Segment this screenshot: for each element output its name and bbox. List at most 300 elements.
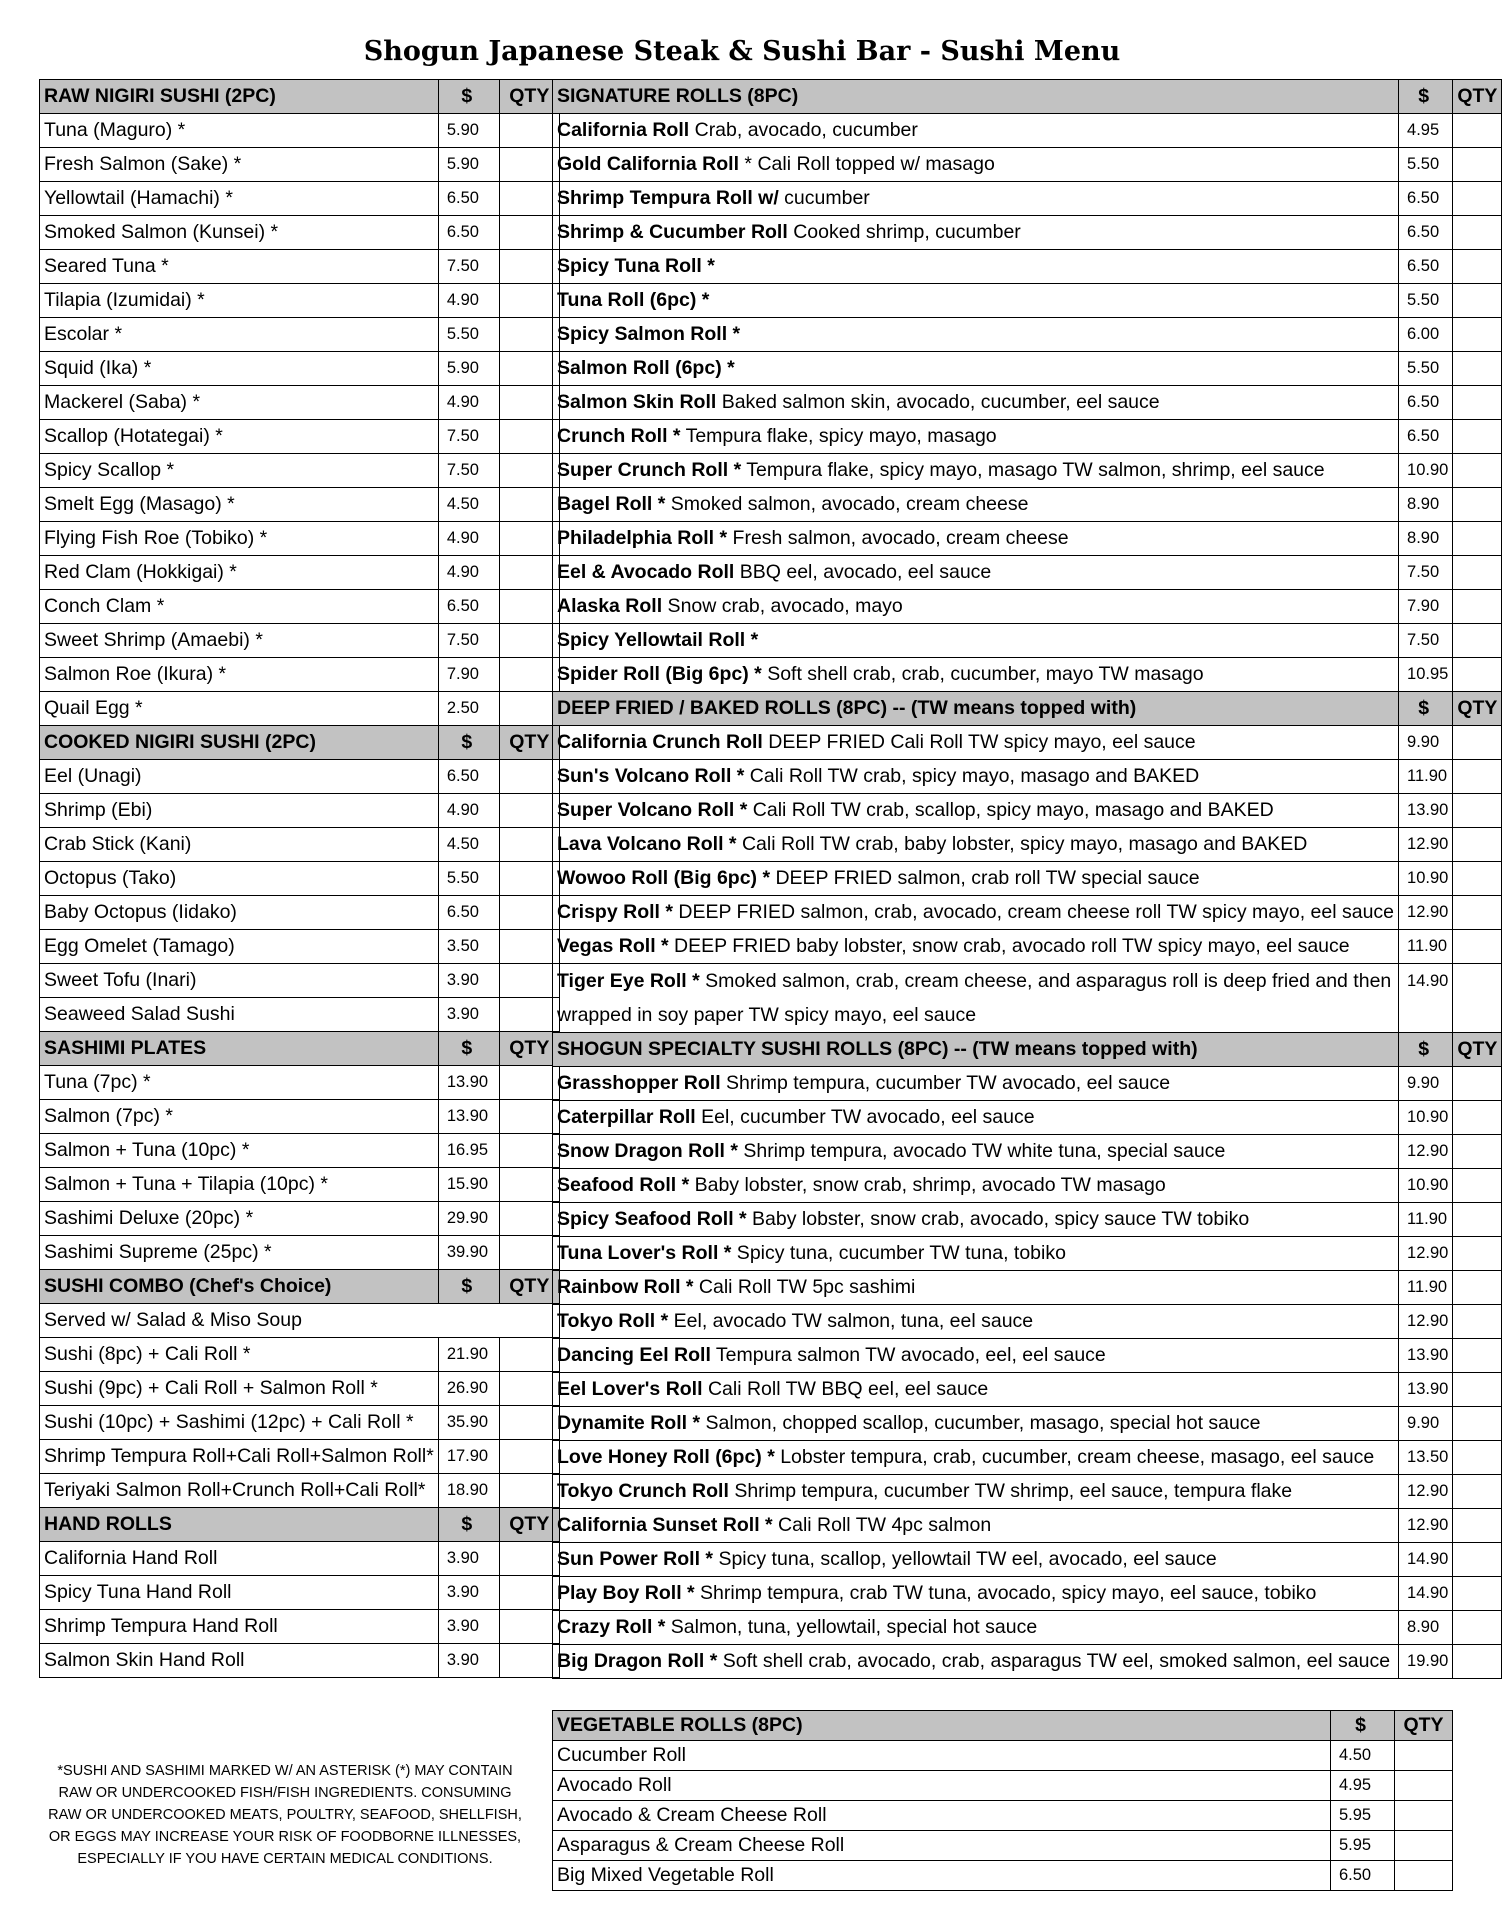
item-price: 6.50 bbox=[1399, 420, 1453, 454]
qty-cell[interactable] bbox=[1395, 1861, 1453, 1891]
qty-cell[interactable] bbox=[499, 284, 559, 318]
menu-item-row bbox=[553, 318, 1502, 352]
qty-cell[interactable] bbox=[499, 148, 559, 182]
item-name: Baby Octopus (Iidako) bbox=[40, 896, 439, 930]
qty-cell[interactable] bbox=[1453, 658, 1502, 692]
item-name: Crab Stick (Kani) bbox=[40, 828, 439, 862]
qty-cell[interactable] bbox=[499, 556, 559, 590]
item-name bbox=[553, 1645, 1399, 1679]
item-name bbox=[553, 148, 1399, 182]
qty-cell[interactable] bbox=[1453, 522, 1502, 556]
qty-cell[interactable] bbox=[499, 828, 559, 862]
item-name bbox=[553, 624, 1399, 658]
item-price: 8.90 bbox=[1399, 1611, 1453, 1645]
item-roll-name: Shrimp Tempura Roll w/ bbox=[557, 187, 779, 209]
item-name bbox=[553, 182, 1399, 216]
menu-item-row bbox=[40, 148, 560, 182]
qty-cell[interactable] bbox=[1453, 1101, 1502, 1135]
menu-item-row bbox=[553, 1101, 1502, 1135]
menu-item-row bbox=[553, 624, 1502, 658]
item-price: 12.90 bbox=[1399, 1237, 1453, 1271]
qty-cell[interactable] bbox=[1453, 454, 1502, 488]
item-roll-name: Rainbow Roll * bbox=[557, 1276, 694, 1298]
qty-cell[interactable] bbox=[499, 522, 559, 556]
item-description: Eel, avocado TW salmon, tuna, eel sauce bbox=[668, 1310, 1034, 1332]
qty-cell[interactable] bbox=[499, 1542, 559, 1576]
item-name: Tuna (Maguro) * bbox=[40, 114, 439, 148]
qty-cell[interactable] bbox=[1453, 318, 1502, 352]
qty-cell[interactable] bbox=[1453, 250, 1502, 284]
section-note-row bbox=[40, 1304, 560, 1338]
qty-cell[interactable] bbox=[499, 624, 559, 658]
qty-cell[interactable] bbox=[1453, 1543, 1502, 1577]
item-price: 7.50 bbox=[1399, 624, 1453, 658]
item-roll-name: Super Volcano Roll * bbox=[557, 799, 748, 821]
qty-cell[interactable] bbox=[1453, 1373, 1502, 1407]
section-header bbox=[40, 1270, 560, 1304]
qty-cell[interactable] bbox=[499, 1066, 559, 1100]
menu-item-row bbox=[40, 1066, 560, 1100]
item-name bbox=[553, 1441, 1399, 1475]
qty-header: QTY bbox=[1453, 1033, 1502, 1067]
menu-item-row bbox=[40, 794, 560, 828]
section-title: SHOGUN SPECIALTY SUSHI ROLLS (8PC) -- (TW means topped with) bbox=[553, 1033, 1399, 1067]
section-header bbox=[40, 80, 560, 114]
menu-item-row bbox=[553, 216, 1502, 250]
item-price: 8.90 bbox=[1399, 522, 1453, 556]
qty-cell[interactable] bbox=[1453, 1305, 1502, 1339]
menu-item-row bbox=[553, 1741, 1453, 1771]
menu-item-row bbox=[553, 1577, 1502, 1611]
item-description: Spicy tuna, cucumber TW tuna, tobiko bbox=[731, 1242, 1066, 1264]
qty-cell[interactable] bbox=[499, 114, 559, 148]
item-description: Fresh salmon, avocado, cream cheese bbox=[727, 527, 1069, 549]
qty-cell[interactable] bbox=[499, 1440, 559, 1474]
item-roll-name: Crazy Roll * bbox=[557, 1616, 666, 1638]
qty-cell[interactable] bbox=[1453, 930, 1502, 964]
item-description: Baby lobster, snow crab, avocado, spicy sauce TW tobiko bbox=[746, 1208, 1250, 1230]
qty-header: QTY bbox=[499, 726, 559, 760]
qty-cell[interactable] bbox=[499, 590, 559, 624]
item-price: 39.90 bbox=[438, 1236, 499, 1270]
item-price: 7.90 bbox=[1399, 590, 1453, 624]
item-price: 5.95 bbox=[1331, 1831, 1395, 1861]
item-name: Scallop (Hotategai) * bbox=[40, 420, 439, 454]
item-name bbox=[553, 1577, 1399, 1611]
qty-cell[interactable] bbox=[499, 964, 559, 998]
item-roll-name: Big Dragon Roll * bbox=[557, 1650, 718, 1672]
item-name: Shrimp Tempura Roll+Cali Roll+Salmon Roll* bbox=[40, 1440, 439, 1474]
item-price: 5.50 bbox=[1399, 148, 1453, 182]
item-price: 13.90 bbox=[438, 1100, 499, 1134]
item-description: Salmon, tuna, yellowtail, special hot sauce bbox=[665, 1616, 1038, 1638]
item-price: 5.90 bbox=[438, 114, 499, 148]
qty-cell[interactable] bbox=[1453, 284, 1502, 318]
item-price: 10.90 bbox=[1399, 1169, 1453, 1203]
item-price: 5.50 bbox=[1399, 352, 1453, 386]
item-price: 9.90 bbox=[1399, 726, 1453, 760]
item-price: 12.90 bbox=[1399, 828, 1453, 862]
item-name bbox=[553, 522, 1399, 556]
menu-item-row bbox=[553, 522, 1502, 556]
qty-cell[interactable] bbox=[1395, 1741, 1453, 1771]
menu-item-row bbox=[553, 1305, 1502, 1339]
item-name bbox=[553, 862, 1399, 896]
item-price: 5.50 bbox=[1399, 284, 1453, 318]
item-name: Avocado Roll bbox=[553, 1771, 1331, 1801]
item-description: Tempura flake, spicy mayo, masago bbox=[680, 425, 997, 447]
item-description: Cali Roll TW 5pc sashimi bbox=[693, 1276, 916, 1298]
item-price: 18.90 bbox=[438, 1474, 499, 1508]
qty-cell[interactable] bbox=[499, 1474, 559, 1508]
menu-item-row bbox=[553, 1169, 1502, 1203]
qty-cell[interactable] bbox=[499, 760, 559, 794]
raw-food-disclaimer: *SUSHI AND SASHIMI MARKED W/ AN ASTERISK (*) MAY CONTAIN RAW OR UNDERCOOKED FISH/FISH INGREDIENTS. CONSUMING RAW OR UNDERCOOKED MEATS, POULTRY, SEAFOOD, SHELLFISH, OR EGGS MAY INCREASE YOUR RISK OF FOODBORNE ILLNESSES, ESPECIALLY IF YOU HAVE CERTAIN MEDICAL CONDITIONS. bbox=[48, 1763, 522, 1867]
item-price: 6.00 bbox=[1399, 318, 1453, 352]
item-name bbox=[553, 1475, 1399, 1509]
item-description: Soft shell crab, crab, cucumber, mayo TW masago bbox=[761, 663, 1204, 685]
menu-item-row bbox=[40, 760, 560, 794]
qty-cell[interactable] bbox=[1453, 488, 1502, 522]
item-name: Salmon + Tuna (10pc) * bbox=[40, 1134, 439, 1168]
item-roll-name: Super Crunch Roll * bbox=[557, 459, 742, 481]
qty-cell[interactable] bbox=[1453, 964, 1502, 1033]
qty-cell[interactable] bbox=[499, 1100, 559, 1134]
item-name bbox=[553, 454, 1399, 488]
item-price: 35.90 bbox=[438, 1406, 499, 1440]
qty-cell[interactable] bbox=[1453, 726, 1502, 760]
qty-cell[interactable] bbox=[1453, 862, 1502, 896]
menu-item-row bbox=[40, 420, 560, 454]
item-roll-name: Caterpillar Roll bbox=[557, 1106, 696, 1128]
qty-cell[interactable] bbox=[499, 216, 559, 250]
item-roll-name: Love Honey Roll (6pc) * bbox=[557, 1446, 775, 1468]
qty-cell[interactable] bbox=[1453, 556, 1502, 590]
item-price: 26.90 bbox=[438, 1372, 499, 1406]
qty-cell[interactable] bbox=[1453, 148, 1502, 182]
qty-cell[interactable] bbox=[1453, 216, 1502, 250]
item-price: 13.50 bbox=[1399, 1441, 1453, 1475]
qty-cell[interactable] bbox=[499, 1134, 559, 1168]
item-name bbox=[553, 216, 1399, 250]
qty-cell[interactable] bbox=[1453, 624, 1502, 658]
menu-item-row bbox=[553, 726, 1502, 760]
menu-item-row bbox=[553, 590, 1502, 624]
item-description: Cali Roll TW BBQ eel, eel sauce bbox=[702, 1378, 989, 1400]
menu-item-row bbox=[553, 1801, 1453, 1831]
item-description: Baked salmon skin, avocado, cucumber, eel sauce bbox=[716, 391, 1160, 413]
qty-cell[interactable] bbox=[499, 1406, 559, 1440]
item-price: 17.90 bbox=[438, 1440, 499, 1474]
item-price: 6.50 bbox=[438, 896, 499, 930]
item-price: 6.50 bbox=[1399, 216, 1453, 250]
menu-item-row bbox=[40, 1576, 560, 1610]
menu-item-row bbox=[40, 828, 560, 862]
item-roll-name: California Sunset Roll * bbox=[557, 1514, 773, 1536]
qty-cell[interactable] bbox=[1453, 1645, 1502, 1679]
item-name: Spicy Tuna Hand Roll bbox=[40, 1576, 439, 1610]
qty-cell[interactable] bbox=[499, 488, 559, 522]
item-roll-name: Crispy Roll * bbox=[557, 901, 673, 923]
menu-item-row bbox=[40, 182, 560, 216]
item-name bbox=[553, 1067, 1399, 1101]
section-header bbox=[40, 1508, 560, 1542]
item-price: 3.50 bbox=[438, 930, 499, 964]
item-name bbox=[553, 352, 1399, 386]
item-price: 14.90 bbox=[1399, 1577, 1453, 1611]
item-name bbox=[553, 1543, 1399, 1577]
menu-item-row bbox=[553, 1067, 1502, 1101]
item-price: 7.50 bbox=[438, 624, 499, 658]
item-name: Spicy Scallop * bbox=[40, 454, 439, 488]
qty-cell[interactable] bbox=[1453, 760, 1502, 794]
price-header: $ bbox=[1331, 1711, 1395, 1741]
item-name bbox=[553, 896, 1399, 930]
item-price: 4.50 bbox=[438, 828, 499, 862]
menu-item-row bbox=[553, 658, 1502, 692]
item-name: Sashimi Supreme (25pc) * bbox=[40, 1236, 439, 1270]
qty-cell[interactable] bbox=[1453, 1169, 1502, 1203]
qty-cell[interactable] bbox=[1453, 1339, 1502, 1373]
item-roll-name: Spicy Seafood Roll * bbox=[557, 1208, 747, 1230]
item-price: 14.90 bbox=[1399, 964, 1453, 1033]
item-name: Avocado & Cream Cheese Roll bbox=[553, 1801, 1331, 1831]
item-price: 5.90 bbox=[438, 352, 499, 386]
qty-cell[interactable] bbox=[1453, 1407, 1502, 1441]
item-price: 15.90 bbox=[438, 1168, 499, 1202]
qty-cell[interactable] bbox=[499, 1610, 559, 1644]
qty-cell[interactable] bbox=[1453, 828, 1502, 862]
menu-item-row bbox=[40, 1100, 560, 1134]
menu-item-row bbox=[553, 1441, 1502, 1475]
qty-cell[interactable] bbox=[1453, 420, 1502, 454]
item-description: Shrimp tempura, crab TW tuna, avocado, spicy mayo, eel sauce, tobiko bbox=[694, 1582, 1317, 1604]
menu-item-row bbox=[40, 692, 560, 726]
qty-cell[interactable] bbox=[1453, 182, 1502, 216]
item-roll-name: Sun's Volcano Roll * bbox=[557, 765, 745, 787]
item-description: DEEP FRIED salmon, crab roll TW special sauce bbox=[770, 867, 1200, 889]
menu-item-row bbox=[40, 1440, 560, 1474]
item-price: 6.50 bbox=[1399, 182, 1453, 216]
item-description: Cali Roll TW 4pc salmon bbox=[772, 1514, 992, 1536]
item-price: 29.90 bbox=[438, 1202, 499, 1236]
menu-item-row bbox=[553, 454, 1502, 488]
item-name bbox=[553, 1203, 1399, 1237]
menu-item-row bbox=[553, 1831, 1453, 1861]
qty-cell[interactable] bbox=[499, 318, 559, 352]
item-price: 5.95 bbox=[1331, 1801, 1395, 1831]
item-roll-name: Spider Roll (Big 6pc) * bbox=[557, 663, 762, 685]
menu-item-row bbox=[40, 1474, 560, 1508]
qty-cell[interactable] bbox=[1395, 1771, 1453, 1801]
menu-item-row bbox=[553, 1475, 1502, 1509]
qty-cell[interactable] bbox=[1453, 794, 1502, 828]
qty-cell[interactable] bbox=[499, 352, 559, 386]
item-price: 12.90 bbox=[1399, 1509, 1453, 1543]
item-description: Snow crab, avocado, mayo bbox=[662, 595, 903, 617]
qty-cell[interactable] bbox=[499, 794, 559, 828]
item-description: * Cali Roll topped w/ masago bbox=[739, 153, 995, 175]
menu-item-row bbox=[40, 454, 560, 488]
menu-item-row bbox=[553, 420, 1502, 454]
qty-cell[interactable] bbox=[1453, 386, 1502, 420]
item-description: Tempura flake, spicy mayo, masago TW salmon, shrimp, eel sauce bbox=[741, 459, 1325, 481]
item-description: Cali Roll TW crab, baby lobster, spicy mayo, masago and BAKED bbox=[736, 833, 1308, 855]
item-price: 5.50 bbox=[438, 862, 499, 896]
item-price: 6.50 bbox=[1331, 1861, 1395, 1891]
qty-cell[interactable] bbox=[499, 454, 559, 488]
qty-cell[interactable] bbox=[1453, 1611, 1502, 1645]
item-name: Egg Omelet (Tamago) bbox=[40, 930, 439, 964]
item-roll-name: Lava Volcano Roll * bbox=[557, 833, 737, 855]
qty-cell[interactable] bbox=[499, 658, 559, 692]
item-name: Tuna (7pc) * bbox=[40, 1066, 439, 1100]
item-roll-name: Eel Lover's Roll bbox=[557, 1378, 703, 1400]
item-name bbox=[553, 726, 1399, 760]
item-roll-name: Vegas Roll * bbox=[557, 935, 669, 957]
qty-cell[interactable] bbox=[1453, 590, 1502, 624]
item-description: Spicy tuna, scallop, yellowtail TW eel, avocado, eel sauce bbox=[713, 1548, 1217, 1570]
qty-header: QTY bbox=[499, 1032, 559, 1066]
qty-cell[interactable] bbox=[499, 1202, 559, 1236]
qty-cell[interactable] bbox=[499, 1338, 559, 1372]
section-header bbox=[40, 726, 560, 760]
item-name: Octopus (Tako) bbox=[40, 862, 439, 896]
qty-cell[interactable] bbox=[1453, 1271, 1502, 1305]
qty-cell[interactable] bbox=[1453, 1135, 1502, 1169]
item-name: Conch Clam * bbox=[40, 590, 439, 624]
item-price: 11.90 bbox=[1399, 930, 1453, 964]
item-name bbox=[553, 1611, 1399, 1645]
qty-cell[interactable] bbox=[499, 1372, 559, 1406]
qty-cell[interactable] bbox=[499, 930, 559, 964]
menu-item-row bbox=[40, 1644, 560, 1678]
qty-cell[interactable] bbox=[499, 692, 559, 726]
item-name: Salmon (7pc) * bbox=[40, 1100, 439, 1134]
item-roll-name: Snow Dragon Roll * bbox=[557, 1140, 738, 1162]
item-price: 3.90 bbox=[438, 1644, 499, 1678]
qty-cell[interactable] bbox=[1453, 1441, 1502, 1475]
qty-cell[interactable] bbox=[499, 386, 559, 420]
qty-cell[interactable] bbox=[499, 896, 559, 930]
qty-cell[interactable] bbox=[1395, 1831, 1453, 1861]
item-roll-name: Bagel Roll * bbox=[557, 493, 666, 515]
qty-cell[interactable] bbox=[1395, 1801, 1453, 1831]
item-roll-name: Wowoo Roll (Big 6pc) * bbox=[557, 867, 771, 889]
item-roll-name: Tiger Eye Roll * bbox=[557, 970, 700, 992]
menu-item-row bbox=[553, 1373, 1502, 1407]
qty-header: QTY bbox=[1453, 692, 1502, 726]
menu-item-row bbox=[40, 1610, 560, 1644]
qty-cell[interactable] bbox=[1453, 896, 1502, 930]
item-price: 4.90 bbox=[438, 556, 499, 590]
qty-cell[interactable] bbox=[499, 1644, 559, 1678]
item-roll-name: Gold California Roll bbox=[557, 153, 740, 175]
item-name: Smelt Egg (Masago) * bbox=[40, 488, 439, 522]
item-price: 3.90 bbox=[438, 1610, 499, 1644]
item-name: Big Mixed Vegetable Roll bbox=[553, 1861, 1331, 1891]
item-name: Salmon Skin Hand Roll bbox=[40, 1644, 439, 1678]
menu-item-row bbox=[553, 1271, 1502, 1305]
qty-cell[interactable] bbox=[499, 1168, 559, 1202]
item-name: Tilapia (Izumidai) * bbox=[40, 284, 439, 318]
qty-header: QTY bbox=[499, 1508, 559, 1542]
qty-cell[interactable] bbox=[499, 250, 559, 284]
item-name: Sweet Shrimp (Amaebi) * bbox=[40, 624, 439, 658]
qty-cell[interactable] bbox=[499, 420, 559, 454]
item-roll-name: Grasshopper Roll bbox=[557, 1072, 721, 1094]
menu-item-row bbox=[40, 1372, 560, 1406]
menu-item-row bbox=[40, 1168, 560, 1202]
item-price: 13.90 bbox=[1399, 794, 1453, 828]
qty-cell[interactable] bbox=[1453, 1509, 1502, 1543]
item-description: Smoked salmon, avocado, cream cheese bbox=[665, 493, 1029, 515]
item-name: Salmon Roe (Ikura) * bbox=[40, 658, 439, 692]
menu-item-row bbox=[553, 760, 1502, 794]
menu-item-row bbox=[553, 488, 1502, 522]
item-name: Squid (Ika) * bbox=[40, 352, 439, 386]
item-price: 9.90 bbox=[1399, 1407, 1453, 1441]
menu-item-row bbox=[553, 1237, 1502, 1271]
qty-cell[interactable] bbox=[499, 182, 559, 216]
item-roll-name: Tokyo Roll * bbox=[557, 1310, 669, 1332]
menu-item-row bbox=[553, 828, 1502, 862]
item-price: 5.50 bbox=[438, 318, 499, 352]
item-price: 8.90 bbox=[1399, 488, 1453, 522]
qty-cell[interactable] bbox=[499, 1236, 559, 1270]
qty-cell[interactable] bbox=[1453, 1203, 1502, 1237]
section-header bbox=[553, 1711, 1453, 1741]
item-description: Crab, avocado, cucumber bbox=[689, 119, 918, 141]
item-name bbox=[553, 1305, 1399, 1339]
item-roll-name: California Crunch Roll bbox=[557, 731, 763, 753]
item-description: Cali Roll TW crab, scallop, spicy mayo, masago and BAKED bbox=[747, 799, 1274, 821]
qty-cell[interactable] bbox=[1453, 1577, 1502, 1611]
item-name bbox=[553, 284, 1399, 318]
section-title: SIGNATURE ROLLS (8PC) bbox=[553, 80, 1399, 114]
section-title: COOKED NIGIRI SUSHI (2PC) bbox=[40, 726, 439, 760]
section-note: Served w/ Salad & Miso Soup bbox=[40, 1304, 560, 1338]
item-price: 11.90 bbox=[1399, 1271, 1453, 1305]
qty-cell[interactable] bbox=[499, 998, 559, 1032]
item-description: Baby lobster, snow crab, shrimp, avocado TW masago bbox=[689, 1174, 1166, 1196]
qty-cell[interactable] bbox=[1453, 1237, 1502, 1271]
menu-item-row bbox=[40, 216, 560, 250]
menu-item-row bbox=[40, 658, 560, 692]
qty-cell[interactable] bbox=[1453, 114, 1502, 148]
item-name: Salmon + Tuna + Tilapia (10pc) * bbox=[40, 1168, 439, 1202]
menu-item-row bbox=[40, 1542, 560, 1576]
qty-cell[interactable] bbox=[499, 1576, 559, 1610]
qty-cell[interactable] bbox=[1453, 1067, 1502, 1101]
item-roll-name: Tokyo Crunch Roll bbox=[557, 1480, 729, 1502]
item-price: 3.90 bbox=[438, 1542, 499, 1576]
item-name bbox=[553, 1135, 1399, 1169]
qty-cell[interactable] bbox=[499, 862, 559, 896]
section-title: SUSHI COMBO (Chef's Choice) bbox=[40, 1270, 439, 1304]
item-description: Tempura salmon TW avocado, eel, eel sauce bbox=[710, 1344, 1106, 1366]
item-price: 4.90 bbox=[438, 284, 499, 318]
menu-item-row bbox=[553, 1543, 1502, 1577]
item-roll-name: Tuna Roll (6pc) * bbox=[557, 289, 710, 311]
right-menu-table bbox=[552, 79, 1502, 1679]
price-header: $ bbox=[1399, 1033, 1453, 1067]
qty-cell[interactable] bbox=[1453, 352, 1502, 386]
item-roll-name: Shrimp & Cucumber Roll bbox=[557, 221, 788, 243]
qty-cell[interactable] bbox=[1453, 1475, 1502, 1509]
item-price: 10.95 bbox=[1399, 658, 1453, 692]
item-name bbox=[553, 1237, 1399, 1271]
